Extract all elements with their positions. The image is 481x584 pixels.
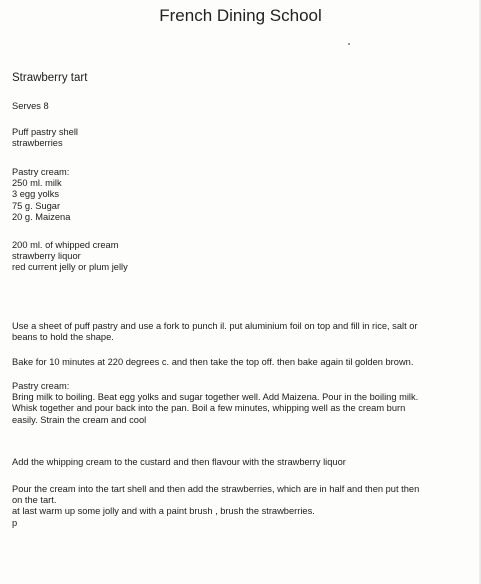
method-step-4 bbox=[12, 484, 419, 529]
ingredient-item: red current jelly or plum jelly bbox=[12, 262, 128, 273]
extra-ingredients bbox=[12, 240, 128, 274]
method-line: Bring milk to boiling. Beat egg yolks and sugar together well. Add Maizena. Pour in the boiling milk. bbox=[12, 392, 419, 403]
method-line: beans to hold the shape. bbox=[12, 332, 114, 343]
base-ingredients bbox=[12, 127, 78, 149]
method-line: p bbox=[12, 517, 18, 528]
method-step-2 bbox=[12, 357, 413, 368]
ingredient-item: 20 g. Maizena bbox=[12, 211, 71, 222]
method-step-1 bbox=[12, 321, 418, 343]
section-heading: Pastry cream: bbox=[12, 167, 70, 177]
section-heading: Pastry cream: bbox=[12, 381, 70, 391]
ingredient-item: strawberry liquor bbox=[12, 251, 81, 262]
method-line: on the tart. bbox=[12, 495, 57, 506]
ingredient-item: 200 ml. of whipped cream bbox=[12, 240, 119, 250]
recipe-name: Strawberry tart bbox=[12, 72, 88, 84]
method-line: Bake for 10 minutes at 220 degrees c. and then take the top off. then bake again til golden brown. bbox=[12, 357, 414, 367]
page-title: French Dining School bbox=[159, 6, 322, 25]
ingredient-item: 75 g. Sugar bbox=[12, 200, 61, 211]
method-line: easily. Strain the cream and cool bbox=[12, 414, 147, 425]
method-line: Use a sheet of puff pastry and use a fork to punch il. put aluminium foil on top and fill in rice, salt or bbox=[12, 321, 418, 331]
method-step-3 bbox=[12, 457, 346, 468]
scan-speck bbox=[348, 43, 350, 45]
method-line: at last warm up some jolly and with a paint brush , brush the strawberries. bbox=[12, 506, 315, 517]
serves-text: Serves 8 bbox=[12, 101, 49, 111]
ingredient-item: strawberries bbox=[12, 138, 63, 149]
ingredient-item: 250 ml. milk bbox=[12, 178, 62, 189]
serves-line bbox=[12, 101, 49, 112]
method-line: Add the whipping cream to the custard and then flavour with the strawberry liquor bbox=[12, 457, 346, 467]
ingredient-item: 3 egg yolks bbox=[12, 189, 60, 200]
ingredient-item: Puff pastry shell bbox=[12, 127, 78, 137]
pastry-cream-ingredients bbox=[12, 167, 70, 223]
method-pastry-cream bbox=[12, 381, 418, 426]
method-line: Pour the cream into the tart shell and then add the strawberries, which are in half and then put then bbox=[12, 484, 420, 494]
method-line: Whisk together and pour back into the pan. Boil a few minutes, whipping well as the cream burn bbox=[12, 403, 406, 414]
